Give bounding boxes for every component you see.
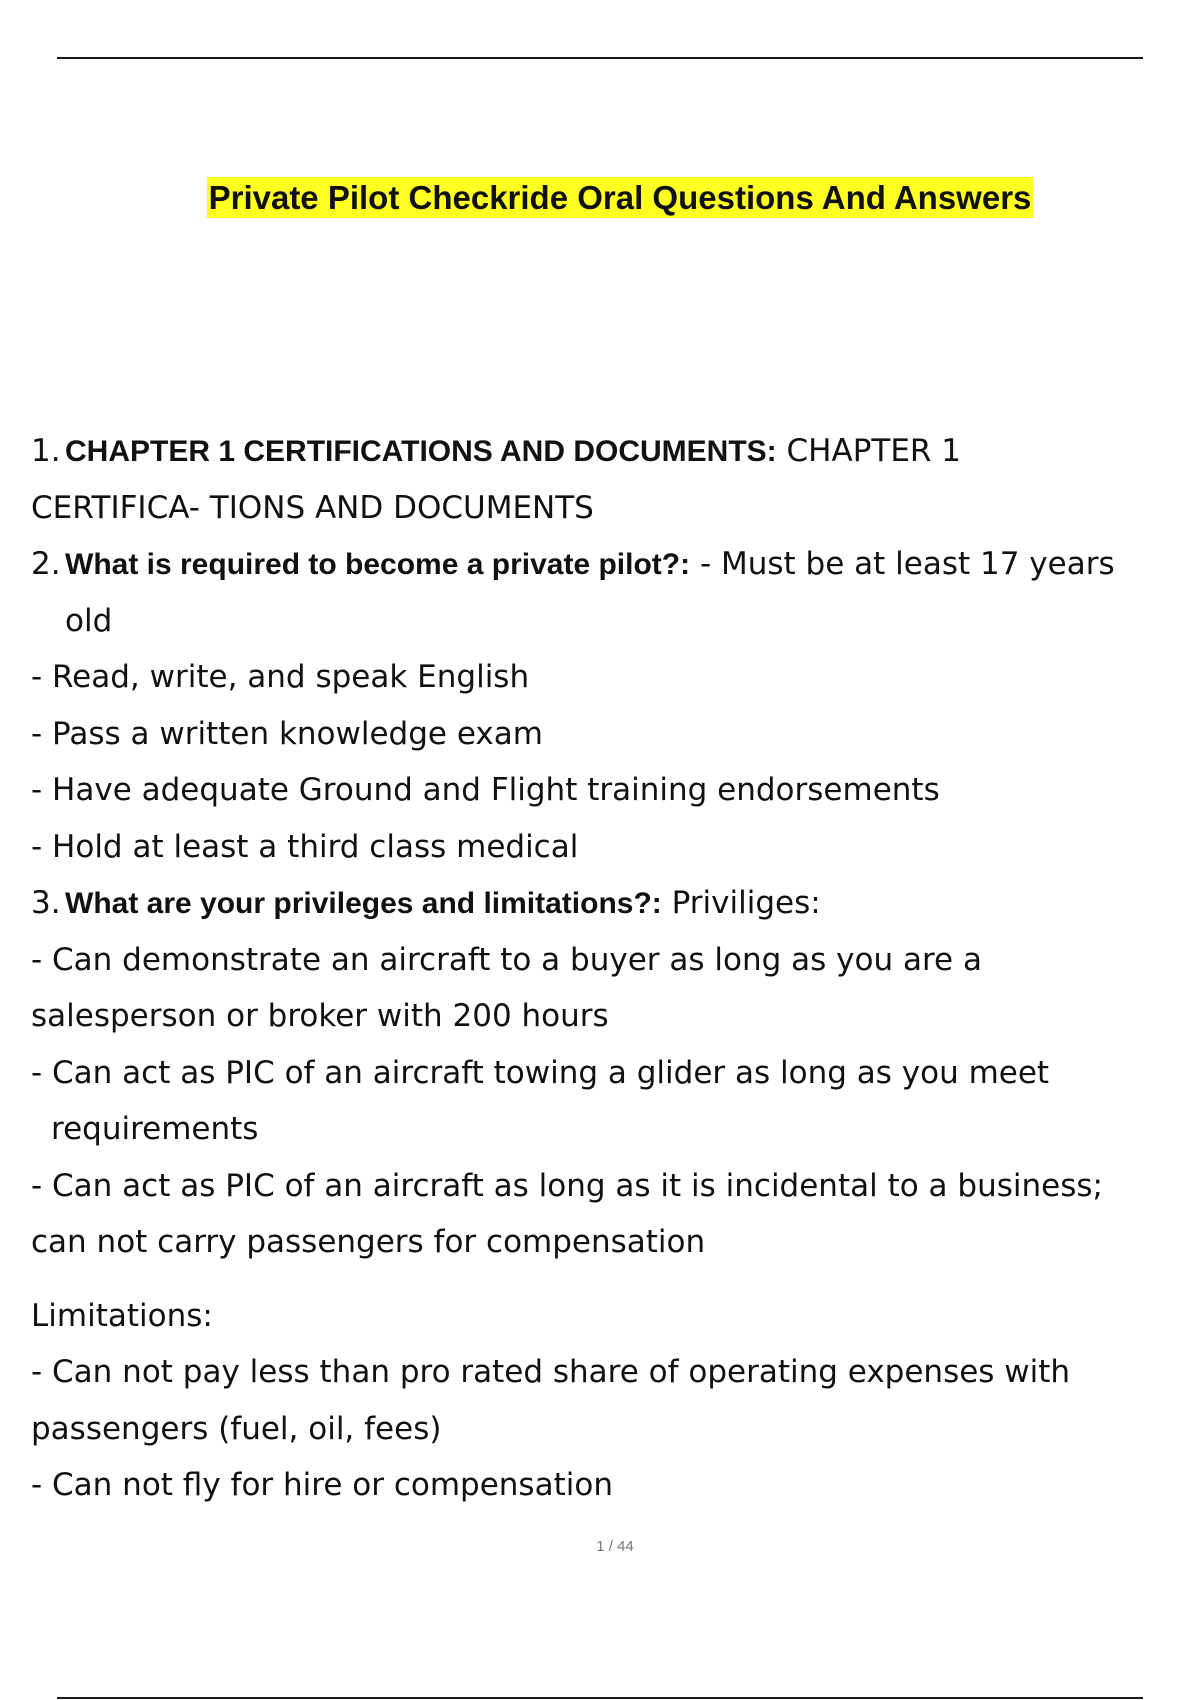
bullet-continuation: salesperson or broker with 200 hours	[31, 998, 609, 1034]
limitations-heading: Limitations:	[31, 1297, 213, 1334]
bullet-line: - Can act as PIC of an aircraft as long as it is incidental to a business;	[31, 1167, 1103, 1204]
answer-continuation: CERTIFICA- TIONS AND DOCUMENTS	[31, 489, 594, 526]
page-number: 1 / 44	[596, 1538, 634, 1555]
bullet-continuation: requirements	[51, 1111, 259, 1147]
question-text: What are your privileges and limitations?:	[65, 887, 662, 920]
bullet-line: - Can not fly for hire or compensation	[31, 1467, 613, 1503]
bottom-rule	[57, 1697, 1143, 1699]
top-rule	[57, 57, 1143, 59]
bullet-continuation: passengers (fuel, oil, fees)	[31, 1410, 442, 1447]
bullet-line: - Have adequate Ground and Flight training endorsements	[31, 772, 940, 808]
bullet-line: - Can not pay less than pro rated share of operating expenses with	[31, 1354, 1071, 1390]
question-list	[31, 423, 1181, 1514]
bullet-line: - Read, write, and speak English	[31, 659, 530, 695]
answer-text: CHAPTER 1	[776, 433, 962, 469]
list-item	[31, 875, 1181, 932]
bullet-line: - Can demonstrate an aircraft to a buyer as long as you are a	[31, 941, 982, 978]
title-container	[0, 177, 1200, 218]
paragraph-gap	[31, 1271, 1181, 1288]
answer-text: Priviliges:	[661, 885, 821, 921]
bullet-line: - Can act as PIC of an aircraft towing a glider as long as you meet	[31, 1054, 1050, 1091]
answer-text: - Must be at least 17 years	[690, 546, 1115, 582]
item-number: 2.	[31, 546, 61, 582]
list-item	[31, 423, 1181, 480]
bullet-continuation: can not carry passengers for compensation	[31, 1224, 706, 1260]
list-item	[31, 536, 1181, 593]
bullet-line: - Pass a written knowledge exam	[31, 715, 543, 752]
document-title: Private Pilot Checkride Oral Questions And Answers	[208, 179, 1032, 216]
item-number: 1.	[31, 433, 61, 469]
answer-continuation: old	[65, 602, 113, 639]
item-number: 3.	[31, 885, 61, 921]
question-text: What is required to become a private pilot?:	[65, 548, 691, 581]
question-text: CHAPTER 1 CERTIFICATIONS AND DOCUMENTS:	[65, 435, 777, 468]
bullet-line: - Hold at least a third class medical	[31, 828, 579, 865]
